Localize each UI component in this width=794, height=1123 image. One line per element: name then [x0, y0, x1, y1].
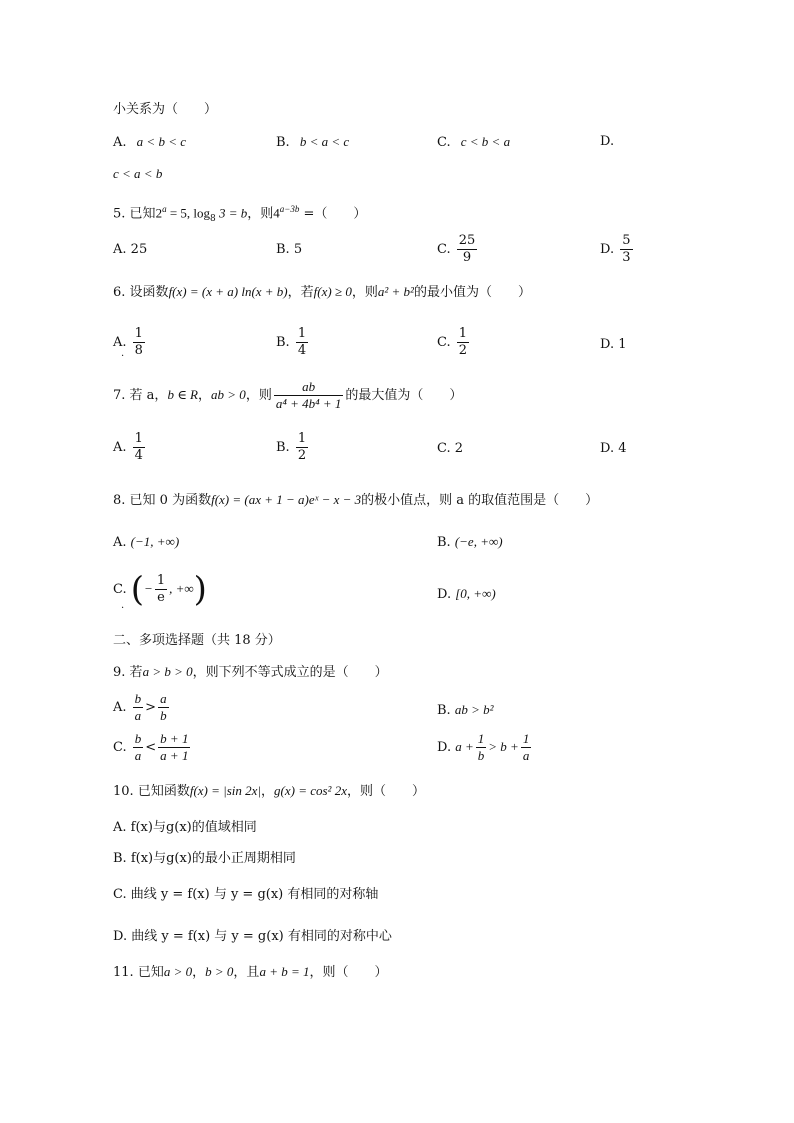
- q7-stem: 7. 若 a，b ∈ R，ab > 0，则 $\frac{ab}{\text{a⁴ + 4b⁴ + 1}}$ 的最大值为（ ）: [113, 379, 463, 411]
- q7-option-d[interactable]: D. 4: [600, 441, 627, 456]
- q9-option-d[interactable]: D. a + $\frac{1}{b}$ > b + $\frac{1}{a}$: [437, 731, 530, 763]
- q8-option-d[interactable]: D. [0, +∞): [437, 586, 496, 602]
- option-label: A.: [113, 135, 127, 150]
- q8-stem: 8. 已知 0 为函数f(x) = (ax + 1 − a)eˣ − x − 3的极小值点，则 a 的取值范围是（ ）: [113, 492, 599, 508]
- q5-option-d[interactable]: D. $\frac{5}{3}$: [600, 233, 631, 265]
- q4-stem-tail: 小关系为（ ）: [113, 102, 218, 117]
- stray-dot-mark: .: [121, 348, 125, 359]
- q10-option-b[interactable]: B. f(x)与g(x)的最小正周期相同: [113, 851, 296, 866]
- q10-stem: 10. 已知函数f(x) = |sin 2x|，g(x) = cos² 2x，则（ ）: [113, 783, 425, 799]
- q4-option-a[interactable]: [113, 133, 186, 152]
- q7-option-c[interactable]: C. 2: [437, 441, 464, 456]
- q10-option-c[interactable]: C. 曲线 y = f(x) 与 y = g(x) 有相同的对称轴: [113, 887, 379, 902]
- q5-stem: 5. 已知$2^a = 5$, $\log_8 3 = b$，则$4^{a-3b}$ =（ ）: [113, 204, 367, 224]
- option-expr: b < a < c: [299, 134, 350, 149]
- q8-option-a[interactable]: A. (−1, +∞): [113, 534, 180, 550]
- option-label: C.: [437, 135, 451, 150]
- q6-option-c[interactable]: C. $\frac{1}{2}$: [437, 326, 468, 358]
- q6-option-d[interactable]: D. 1: [600, 337, 627, 352]
- q4-option-d[interactable]: [600, 133, 614, 151]
- q11-stem: 11. 已知a > 0，b > 0，且a + b = 1，则（ ）: [113, 964, 388, 980]
- q8-option-b[interactable]: B. (−e, +∞): [437, 534, 503, 550]
- question-number: 5.: [113, 206, 126, 222]
- q6-option-b[interactable]: B. $\frac{1}{4}$: [276, 326, 307, 358]
- q9-option-c[interactable]: C. $\frac{b}{a}$ < $\frac{b + 1}{a + 1}$: [113, 731, 189, 763]
- q9-option-b[interactable]: B. ab > b²: [437, 702, 494, 718]
- q4-option-c[interactable]: [437, 133, 510, 152]
- q9-option-a[interactable]: A. $\frac{b}{a}$ > $\frac{a}{b}$: [113, 691, 167, 723]
- q7-option-a[interactable]: A. $\frac{1}{4}$: [113, 431, 143, 463]
- section-title: 二、多项选择题（共 18 分）: [113, 633, 281, 648]
- option-expr: c < a < b: [113, 166, 163, 181]
- option-label: B.: [276, 135, 290, 150]
- q5-option-c[interactable]: C. $\frac{25}{9}$: [437, 233, 476, 265]
- q10-option-a[interactable]: A. f(x)与g(x)的值域相同: [113, 820, 257, 835]
- q4-option-b[interactable]: [276, 133, 349, 152]
- stray-dot-mark: .: [121, 600, 125, 611]
- option-label: D.: [600, 134, 615, 149]
- q6-stem: 6. 设函数f(x) = (x + a) ln(x + b)，若f(x) ≥ 0，则a² + b²的最小值为（ ）: [113, 284, 531, 300]
- q4-option-d-expr: [113, 165, 162, 184]
- q9-stem: 9. 若a > b > 0，则下列不等式成立的是（ ）: [113, 664, 388, 680]
- option-expr: a < b < c: [136, 134, 186, 149]
- q8-option-c[interactable]: C. (− $\frac{1}{e}$ , +∞): [113, 569, 207, 610]
- q10-option-d[interactable]: D. 曲线 y = f(x) 与 y = g(x) 有相同的对称中心: [113, 929, 392, 944]
- q5-option-b[interactable]: B. 5: [276, 242, 303, 257]
- q7-option-b[interactable]: B. $\frac{1}{2}$: [276, 431, 307, 463]
- q6-option-a[interactable]: A. $\frac{1}{8}$: [113, 326, 143, 358]
- option-expr: c < b < a: [460, 134, 511, 149]
- q5-option-a[interactable]: A. 25: [113, 242, 148, 257]
